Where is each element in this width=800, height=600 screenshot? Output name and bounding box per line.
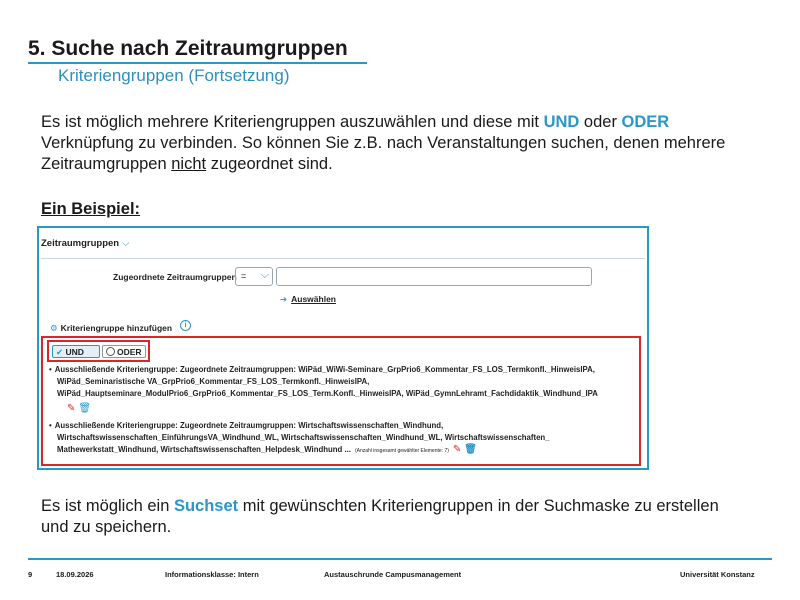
criteria-line: WiPäd_Seminaristische VA_GrpPrio6_Kommentar_FS_LOS_Termkonfl._HinweisIPA, <box>57 377 370 386</box>
check-icon: ✔ <box>56 347 64 357</box>
und-button[interactable] <box>52 345 100 358</box>
trash-icon[interactable]: 🗑 <box>78 403 92 414</box>
footer-rule <box>28 558 772 560</box>
nicht-keyword: nicht <box>171 155 207 173</box>
operator-value: = <box>241 271 247 281</box>
criteria-group-1-actions <box>67 403 91 414</box>
footer-university: Universität Konstanz <box>680 570 755 579</box>
slide-subtitle: Kriteriengruppen (Fortsetzung) <box>58 66 290 85</box>
und-keyword: UND <box>543 113 580 131</box>
criteria-group-2 <box>49 420 637 457</box>
info-icon[interactable]: i <box>180 320 191 331</box>
intro-paragraph <box>41 112 741 175</box>
suchset-text-2: mit gewünschten Kriteriengruppen in der Suchmaske zu erstellen und zu speichern. <box>41 497 719 536</box>
bullet: • <box>49 365 52 374</box>
selection-count-note: (Anzahl insgesamt gewählter Elemente: 7) <box>354 448 449 454</box>
criteria-line: Wirtschaftswissenschaften_EinführungsVA_Windhund_WL, Wirtschaftswissenschaften_Windhund_WL, Wirtschaftswissenschaften_ <box>57 433 550 442</box>
section-title: Zeitraumgruppen <box>41 238 120 249</box>
oder-button[interactable] <box>102 345 146 358</box>
value-input[interactable] <box>276 267 592 286</box>
select-link[interactable] <box>280 294 336 305</box>
suchset-paragraph <box>41 496 741 538</box>
highlight-box <box>41 336 641 466</box>
intro-text-4: zugeordnet sind. <box>206 155 333 173</box>
intro-text-2: oder <box>579 113 622 131</box>
suchset-text-1: Es ist möglich ein <box>41 497 174 515</box>
criteria-group-1 <box>49 364 637 400</box>
criteria-text: Mathewerkstatt_Windhund, Wirtschaftswissenschaften_Helpdesk_Windhund ... <box>57 445 351 454</box>
criteria-line <box>49 420 637 432</box>
edit-icon[interactable]: ✎ <box>452 444 462 455</box>
oder-keyword: ODER <box>621 113 670 131</box>
bullet: • <box>49 421 52 430</box>
criteria-line <box>49 364 637 376</box>
select-link-label: Auswählen <box>291 294 336 304</box>
criteria-text: Ausschließende Kriteriengruppe: Zugeordnete Zeitraumgruppen: Wirtschaftswissenschaften_Windhund, <box>54 421 444 430</box>
example-screenshot <box>37 226 649 470</box>
section-divider <box>41 258 645 259</box>
arrow-right-icon: ➔ <box>280 294 288 304</box>
page-number: 9 <box>28 570 33 579</box>
add-group-icon: ⚙ <box>50 323 58 333</box>
slide-title: 5. Suche nach Zeitraumgruppen <box>28 37 348 60</box>
field-label: Zugeordnete Zeitraumgruppen <box>113 272 237 282</box>
intro-text-3: Verknüpfung zu verbinden. So können Sie z.B. nach Veranstaltungen suchen, denen mehrere Zeitraumgruppen <box>41 134 726 173</box>
footer-classification: Informationsklasse: Intern <box>165 570 259 579</box>
edit-icon[interactable]: ✎ <box>67 403 76 414</box>
chevron-down-icon: ⌵ <box>260 269 269 281</box>
title-underline <box>28 62 367 64</box>
intro-text-1: Es ist möglich mehrere Kriteriengruppen auszuwählen und diese mit <box>41 113 544 131</box>
criteria-line <box>49 444 637 457</box>
und-label: UND <box>65 347 84 357</box>
radio-icon <box>106 347 115 356</box>
operator-select[interactable] <box>235 267 273 286</box>
footer-event: Austauschrunde Campusmanagement <box>324 570 462 579</box>
criteria-line: WiPäd_Hauptseminare_ModulPrio6_GrpPrio6_Kommentar_FS_LOS_Term.Konfl._HinweisIPA, WiPäd_GymnLehramt_Fachdidaktik_Windhund_IPA <box>57 389 598 398</box>
oder-label: ODER <box>117 347 142 357</box>
footer-date: 18.09.2026 <box>56 570 94 579</box>
connector-highlight <box>47 340 150 362</box>
trash-icon[interactable]: 🗑 <box>464 444 477 455</box>
add-criteria-group-button[interactable] <box>50 323 172 334</box>
example-heading: Ein Beispiel: <box>41 200 141 218</box>
section-header[interactable] <box>41 238 129 249</box>
suchset-keyword: Suchset <box>173 497 239 515</box>
add-group-label: Kriteriengruppe hinzufügen <box>60 323 173 333</box>
criteria-text: Ausschließende Kriteriengruppe: Zugeordnete Zeitraumgruppen: WiPäd_WiWi-Seminare_GrpPrio6_Kommentar_FS_LOS_Termkonfl._HinweisIPA, <box>54 365 595 374</box>
chevron-down-icon: ⌵ <box>122 238 130 249</box>
